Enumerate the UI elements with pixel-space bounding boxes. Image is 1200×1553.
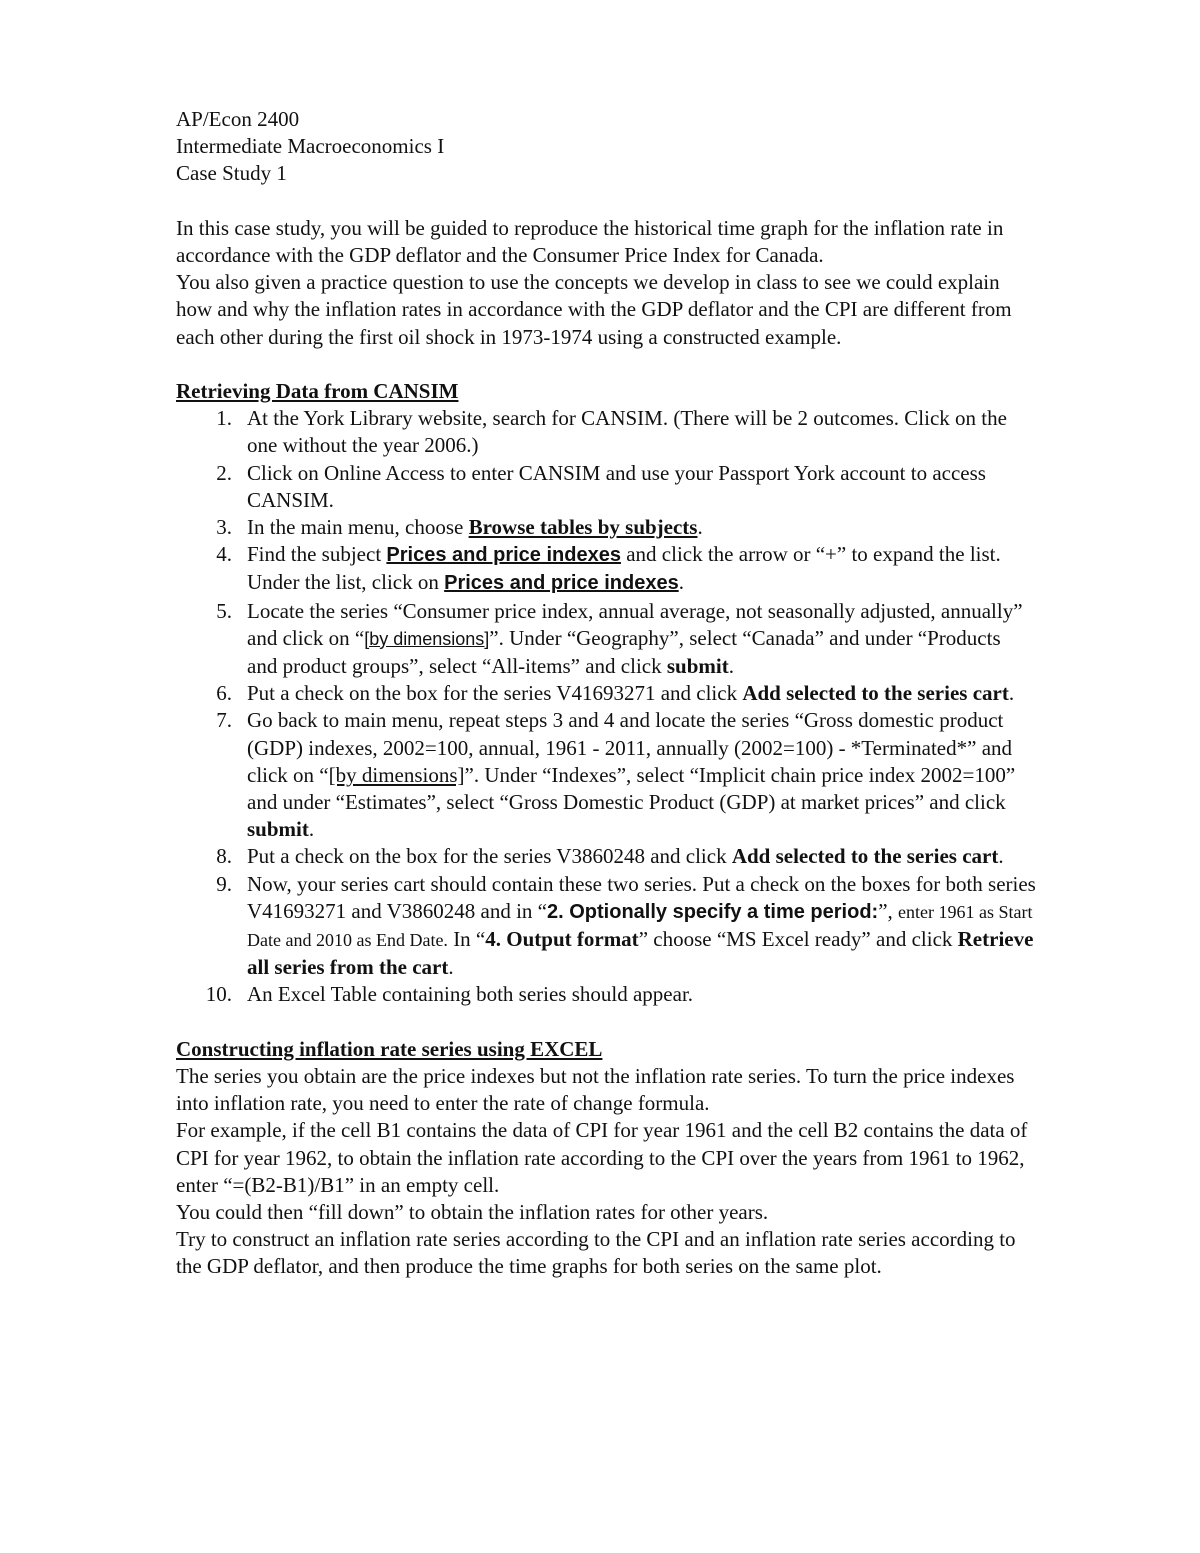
step-text: . bbox=[728, 654, 734, 679]
step-number: 9. bbox=[216, 871, 232, 896]
step-text: Click on Online Access to enter CANSIM and use your Passport York account to access CANSIM. bbox=[247, 460, 986, 512]
step-number: 7. bbox=[216, 708, 232, 733]
step-text: In “ bbox=[447, 927, 486, 952]
section-heading-excel: Constructing inflation rate series using EXCEL bbox=[176, 1036, 603, 1061]
list-item bbox=[176, 680, 1036, 707]
prices-subject-link: Prices and price indexes bbox=[386, 544, 621, 567]
step-number: 10. bbox=[205, 982, 232, 1007]
step-text: . bbox=[998, 844, 1004, 869]
intro-paragraph-2: You also given a practice question to use the concepts we develop in class to see we could explain how and why the inflation rates in accordance with the GDP deflator and the CPI are different from each other during the first oil shock in 1973-1974 using a constructed example. bbox=[176, 270, 1012, 349]
course-title: Intermediate Macroeconomics I bbox=[176, 134, 445, 159]
excel-paragraph: For example, if the cell B1 contains the data of CPI for year 1961 and the cell B2 contains the data of CPI for year 1962, to obtain the inflation rate according to the CPI over the years from 1961 to 1962, enter “=(B2-B1)/B1” in an empty cell. bbox=[176, 1118, 1028, 1197]
course-code: AP/Econ 2400 bbox=[176, 107, 300, 131]
excel-paragraph: The series you obtain are the price indexes but not the inflation rate series. To turn the price indexes into inflation rate, you need to enter the rate of change formula. bbox=[176, 1064, 1015, 1116]
list-item bbox=[176, 405, 1036, 459]
add-to-cart-label: Add selected to the series cart bbox=[742, 681, 1009, 706]
step-text: . bbox=[678, 570, 684, 595]
step-number: 5. bbox=[216, 598, 232, 623]
section-heading-retrieving-data: Retrieving Data from CANSIM bbox=[176, 379, 459, 403]
step-text: At the York Library website, search for CANSIM. (There will be 2 outcomes. Click on the one without the year 2006.) bbox=[247, 406, 1007, 458]
add-to-cart-label: Add selected to the series cart bbox=[731, 844, 999, 869]
list-item bbox=[176, 598, 1036, 681]
step-number: 6. bbox=[216, 681, 232, 706]
step-text: Put a check on the box for the series V41693271 and click bbox=[247, 681, 743, 706]
step-text: enter 1961 as Start Date and 2010 as End Date. bbox=[247, 901, 1033, 951]
step-text: . bbox=[308, 817, 315, 842]
step-text: . bbox=[1008, 681, 1015, 706]
step-text: Put a check on the box for the series V3860248 and click bbox=[247, 844, 732, 869]
step-text: In the main menu, choose bbox=[247, 515, 469, 540]
step-number: 3. bbox=[216, 515, 232, 540]
step-text: Find the subject bbox=[247, 542, 387, 567]
step-text: Locate the series “Consumer price index, annual average, not seasonally adjusted, annually” and click on “ bbox=[247, 598, 1023, 650]
step-text: ”. Under “Indexes”, select “Implicit chain price index 2002=100” and under “Estimates”, select “Gross Domestic Product (GDP) at market prices” and click bbox=[247, 762, 1016, 815]
list-item bbox=[176, 707, 1036, 843]
output-format-label: 4. Output format bbox=[485, 927, 639, 952]
by-dimensions-link: [by dimensions] bbox=[364, 628, 490, 649]
step-number: 4. bbox=[216, 542, 232, 567]
list-item bbox=[176, 514, 1036, 541]
step-text: and click the arrow or “+” to expand the list. Under the list, click on bbox=[247, 542, 1001, 595]
step-text: . bbox=[697, 515, 703, 540]
step-text: Now, your series cart should contain these two series. Put a check on the boxes for both series V41693271 and V3860248 and in “ bbox=[247, 871, 1036, 923]
spacer bbox=[176, 351, 1036, 378]
retrieve-series-label: Retrieve all series from the cart bbox=[247, 927, 1034, 980]
submit-label: submit bbox=[247, 817, 309, 842]
step-text: ”, bbox=[878, 898, 899, 923]
step-number: 1. bbox=[216, 406, 232, 431]
step-text: Go back to main menu, repeat steps 3 and 4 and locate the series “Gross domestic product (GDP) indexes, 2002=100, annual, 1961 - 2011, annually (2002=100) - *Terminated*” and click on “ bbox=[247, 708, 1013, 787]
list-item bbox=[176, 843, 1036, 870]
time-period-label: 2. Optionally specify a time period: bbox=[547, 900, 879, 923]
excel-paragraph: You could then “fill down” to obtain the inflation rates for other years. bbox=[176, 1200, 769, 1225]
list-item bbox=[176, 871, 1036, 982]
list-item bbox=[176, 541, 1036, 597]
by-dimensions-link: [by dimensions] bbox=[328, 762, 465, 787]
document-body bbox=[176, 106, 1036, 1281]
step-text: ” choose “MS Excel ready” and click bbox=[638, 927, 958, 952]
step-number: 2. bbox=[216, 460, 232, 485]
case-study-title: Case Study 1 bbox=[176, 161, 287, 186]
steps-list bbox=[176, 405, 1036, 1008]
prices-list-link: Prices and price indexes bbox=[444, 572, 679, 595]
step-text: ”. Under “Geography”, select “Canada” and under “Products and product groups”, select “All-items” and click bbox=[247, 625, 1001, 679]
list-item bbox=[176, 460, 1036, 514]
excel-paragraph: Try to construct an inflation rate series according to the CPI and an inflation rate series according to the GDP deflator, and then produce the time graphs for both series on the same plot. bbox=[176, 1227, 1016, 1279]
step-number: 8. bbox=[216, 844, 232, 869]
step-text: An Excel Table containing both series should appear. bbox=[247, 982, 694, 1007]
intro-paragraph-1: In this case study, you will be guided to reproduce the historical time graph for the inflation rate in accordance with the GDP deflator and the Consumer Price Index for Canada. bbox=[176, 215, 1004, 267]
submit-label: submit bbox=[666, 654, 729, 679]
spacer bbox=[176, 188, 1036, 215]
list-item bbox=[176, 981, 1036, 1008]
step-text: . bbox=[448, 955, 454, 980]
browse-tables-link: Browse tables by subjects bbox=[468, 515, 698, 540]
spacer bbox=[176, 1009, 1036, 1036]
